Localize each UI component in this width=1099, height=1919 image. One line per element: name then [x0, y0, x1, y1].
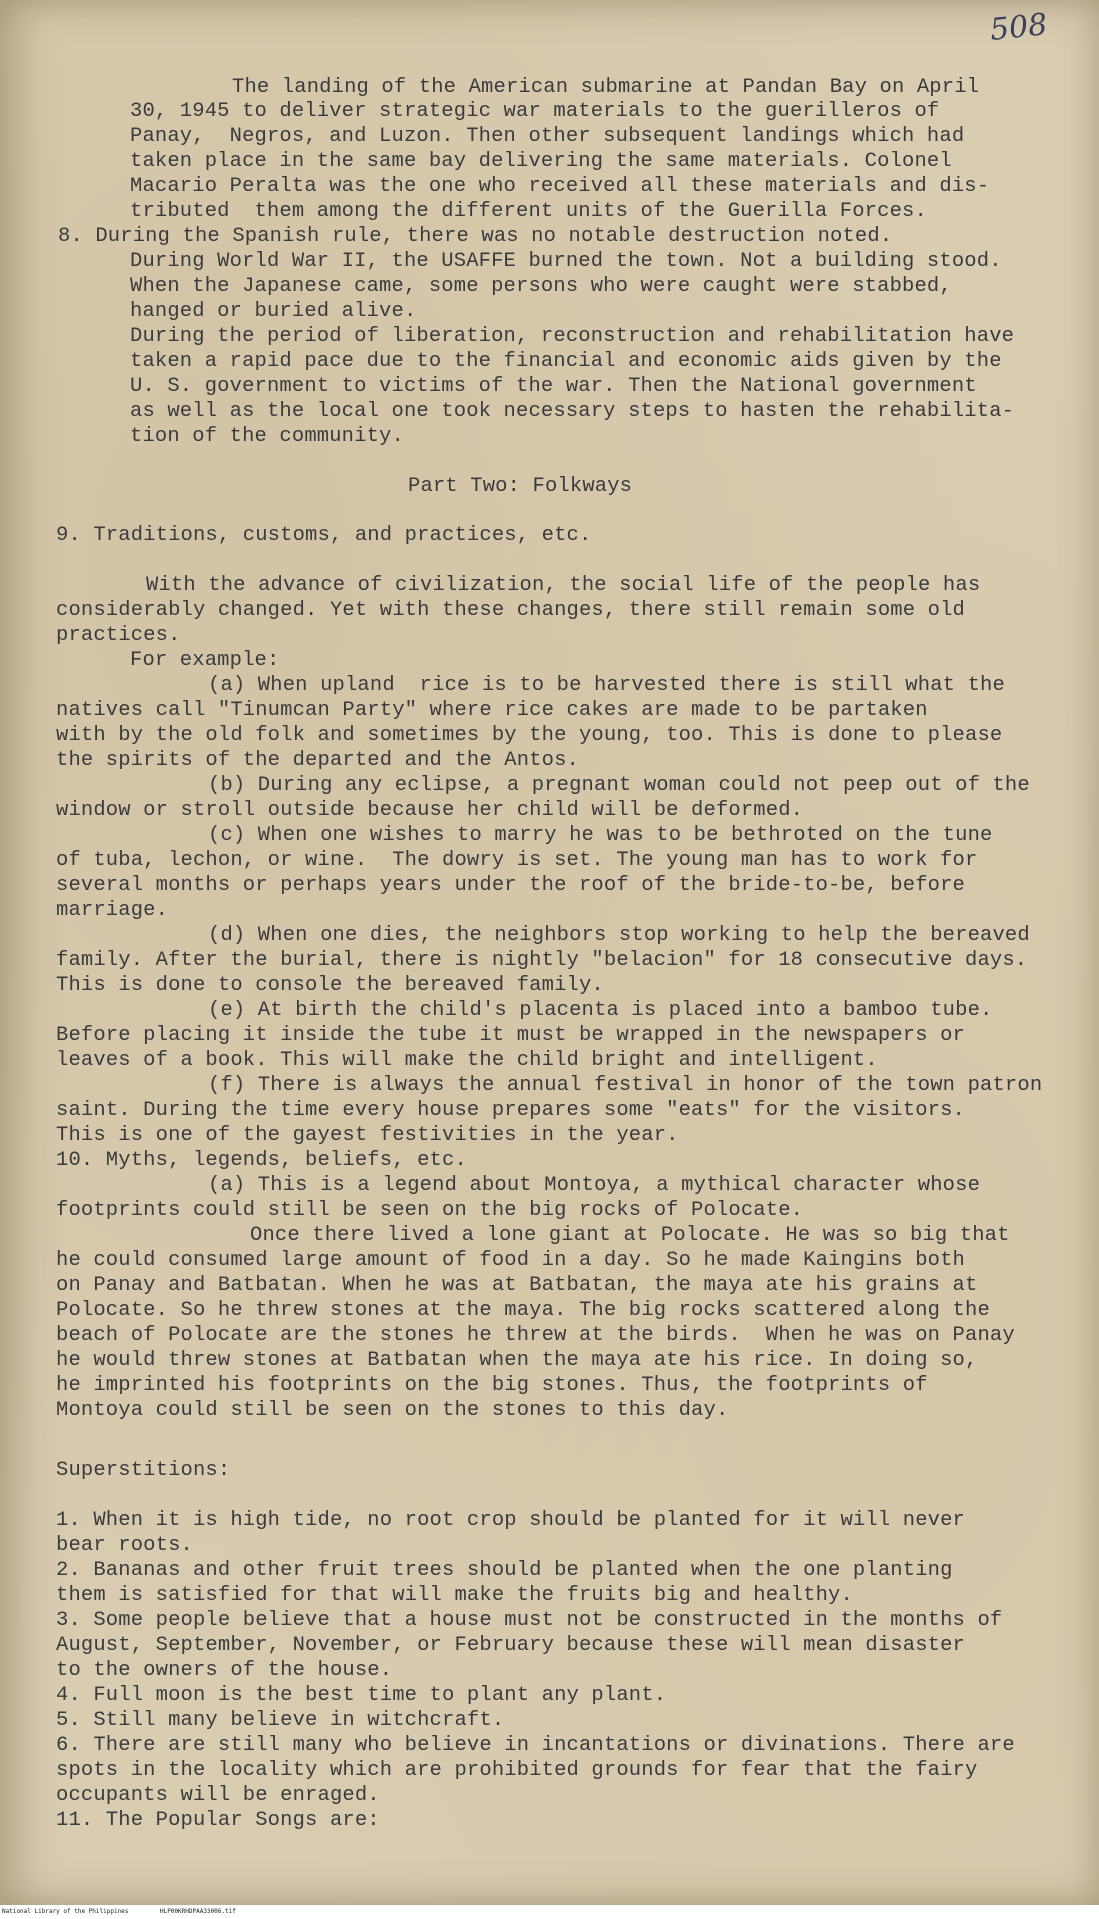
- text-line: family. After the burial, there is nightly "belacion" for 18 consecutive days.: [56, 949, 1028, 972]
- text-line: window or stroll outside because her child will be deformed.: [56, 799, 804, 822]
- list-item: 2. Bananas and other fruit trees should be planted when the one planting: [56, 1559, 953, 1582]
- list-item: 6. There are still many who believe in incantations or divinations. There are: [56, 1734, 1015, 1757]
- text-line: natives call "Tinumcan Party" where rice cakes are made to be partaken: [56, 699, 928, 722]
- text-line: the spirits of the departed and the Antos.: [56, 749, 579, 772]
- text-line: Macario Peralta was the one who received all these materials and dis-: [130, 175, 990, 198]
- text-line: he would threw stones at Batbatan when the maya ate his rice. In doing so,: [56, 1349, 978, 1372]
- section-heading: Part Two: Folkways: [408, 475, 633, 498]
- text-line: (d) When one dies, the neighbors stop working to help the bereaved: [208, 924, 1030, 947]
- text-line: Before placing it inside the tube it must be wrapped in the newspapers or: [56, 1024, 965, 1047]
- text-line: footprints could still be seen on the big rocks of Polocate.: [56, 1199, 804, 1222]
- text-line: (f) There is always the annual festival in honor of the town patron: [208, 1074, 1043, 1097]
- text-line: taken a rapid pace due to the financial and economic aids given by the: [130, 350, 1002, 373]
- text-line: 8. During the Spanish rule, there was no notable destruction noted.: [58, 225, 893, 248]
- page-number: 508: [988, 7, 1049, 48]
- list-item: them is satisfied for that will make the fruits big and healthy.: [56, 1584, 853, 1607]
- list-item: bear roots.: [56, 1534, 193, 1557]
- list-item: 3. Some people believe that a house must not be constructed in the months of: [56, 1609, 1003, 1632]
- text-line: (e) At birth the child's placenta is placed into a bamboo tube.: [208, 999, 993, 1022]
- text-line: tion of the community.: [130, 425, 404, 448]
- text-line: For example:: [130, 649, 280, 672]
- text-line: of tuba, lechon, or wine. The dowry is set. The young man has to work for: [56, 849, 978, 872]
- text-line: U. S. government to victims of the war. Then the National government: [130, 375, 977, 398]
- text-line: marriage.: [56, 899, 169, 922]
- text-line: This is one of the gayest festivities in the year.: [56, 1124, 679, 1147]
- list-item: occupants will be enraged.: [56, 1784, 380, 1807]
- text-line: with by the old folk and sometimes by the young, too. This is done to please: [56, 724, 1003, 747]
- text-line: With the advance of civilization, the social life of the people has: [146, 574, 981, 597]
- list-item: spots in the locality which are prohibited grounds for fear that the fairy: [56, 1759, 978, 1782]
- text-line: he imprinted his footprints on the big stones. Thus, the footprints of: [56, 1374, 928, 1397]
- text-line: During World War II, the USAFFE burned the town. Not a building stood.: [130, 250, 1002, 273]
- text-line: several months or perhaps years under the roof of the bride-to-be, before: [56, 874, 965, 897]
- footer-filename: HLP00KRHDPAA33006.tif: [160, 1908, 236, 1915]
- text-line: tributed them among the different units of the Guerilla Forces.: [130, 200, 927, 223]
- text-line: 30, 1945 to deliver strategic war materials to the guerilleros of: [130, 100, 940, 123]
- numbered-heading: 10. Myths, legends, beliefs, etc.: [56, 1149, 467, 1172]
- text-line: taken place in the same bay delivering the same materials. Colonel: [130, 150, 952, 173]
- text-line: saint. During the time every house prepares some "eats" for the visitors.: [56, 1099, 965, 1122]
- scan-footer: [0, 1905, 1099, 1919]
- text-line: (c) When one wishes to marry he was to be bethroted on the tune: [208, 824, 993, 847]
- text-line: This is done to console the bereaved family.: [56, 974, 604, 997]
- text-line: considerably changed. Yet with these changes, there still remain some old: [56, 599, 965, 622]
- text-line: (a) When upland rice is to be harvested there is still what the: [208, 674, 1005, 697]
- list-item: August, September, November, or February because these will mean disaster: [56, 1634, 965, 1657]
- text-line: on Panay and Batbatan. When he was at Batbatan, the maya ate his grains at: [56, 1274, 978, 1297]
- list-item: 1. When it is high tide, no root crop should be planted for it will never: [56, 1509, 965, 1532]
- text-line: he could consumed large amount of food in a day. So he made Kaingins both: [56, 1249, 965, 1272]
- text-line: During the period of liberation, reconstruction and rehabilitation have: [130, 325, 1015, 348]
- footer-library: National Library of the Philippines: [2, 1908, 129, 1915]
- text-line: beach of Polocate are the stones he threw at the birds. When he was on Panay: [56, 1324, 1015, 1347]
- text-line: hanged or buried alive.: [130, 300, 417, 323]
- list-item: 5. Still many believe in witchcraft.: [56, 1709, 505, 1732]
- text-line: practices.: [56, 624, 181, 647]
- text-line: leaves of a book. This will make the child bright and intelligent.: [56, 1049, 878, 1072]
- text-line: Once there lived a lone giant at Polocate. He was so big that: [250, 1224, 1010, 1247]
- list-item: 4. Full moon is the best time to plant any plant.: [56, 1684, 667, 1707]
- text-line: (b) During any eclipse, a pregnant woman could not peep out of the: [208, 774, 1030, 797]
- text-line: (a) This is a legend about Montoya, a mythical character whose: [208, 1174, 981, 1197]
- text-line: Polocate. So he threw stones at the maya. The big rocks scattered along the: [56, 1299, 990, 1322]
- text-line: The landing of the American submarine at Pandan Bay on April: [232, 76, 980, 99]
- text-line: When the Japanese came, some persons who were caught were stabbed,: [130, 275, 952, 298]
- list-item: to the owners of the house.: [56, 1659, 393, 1682]
- list-item: 11. The Popular Songs are:: [56, 1809, 380, 1832]
- text-line: Panay, Negros, and Luzon. Then other subsequent landings which had: [130, 125, 965, 148]
- numbered-heading: 9. Traditions, customs, and practices, etc.: [56, 524, 592, 547]
- superstitions-heading: Superstitions:: [56, 1459, 231, 1482]
- text-line: as well as the local one took necessary steps to hasten the rehabilita-: [130, 400, 1015, 423]
- text-line: Montoya could still be seen on the stones to this day.: [56, 1399, 729, 1422]
